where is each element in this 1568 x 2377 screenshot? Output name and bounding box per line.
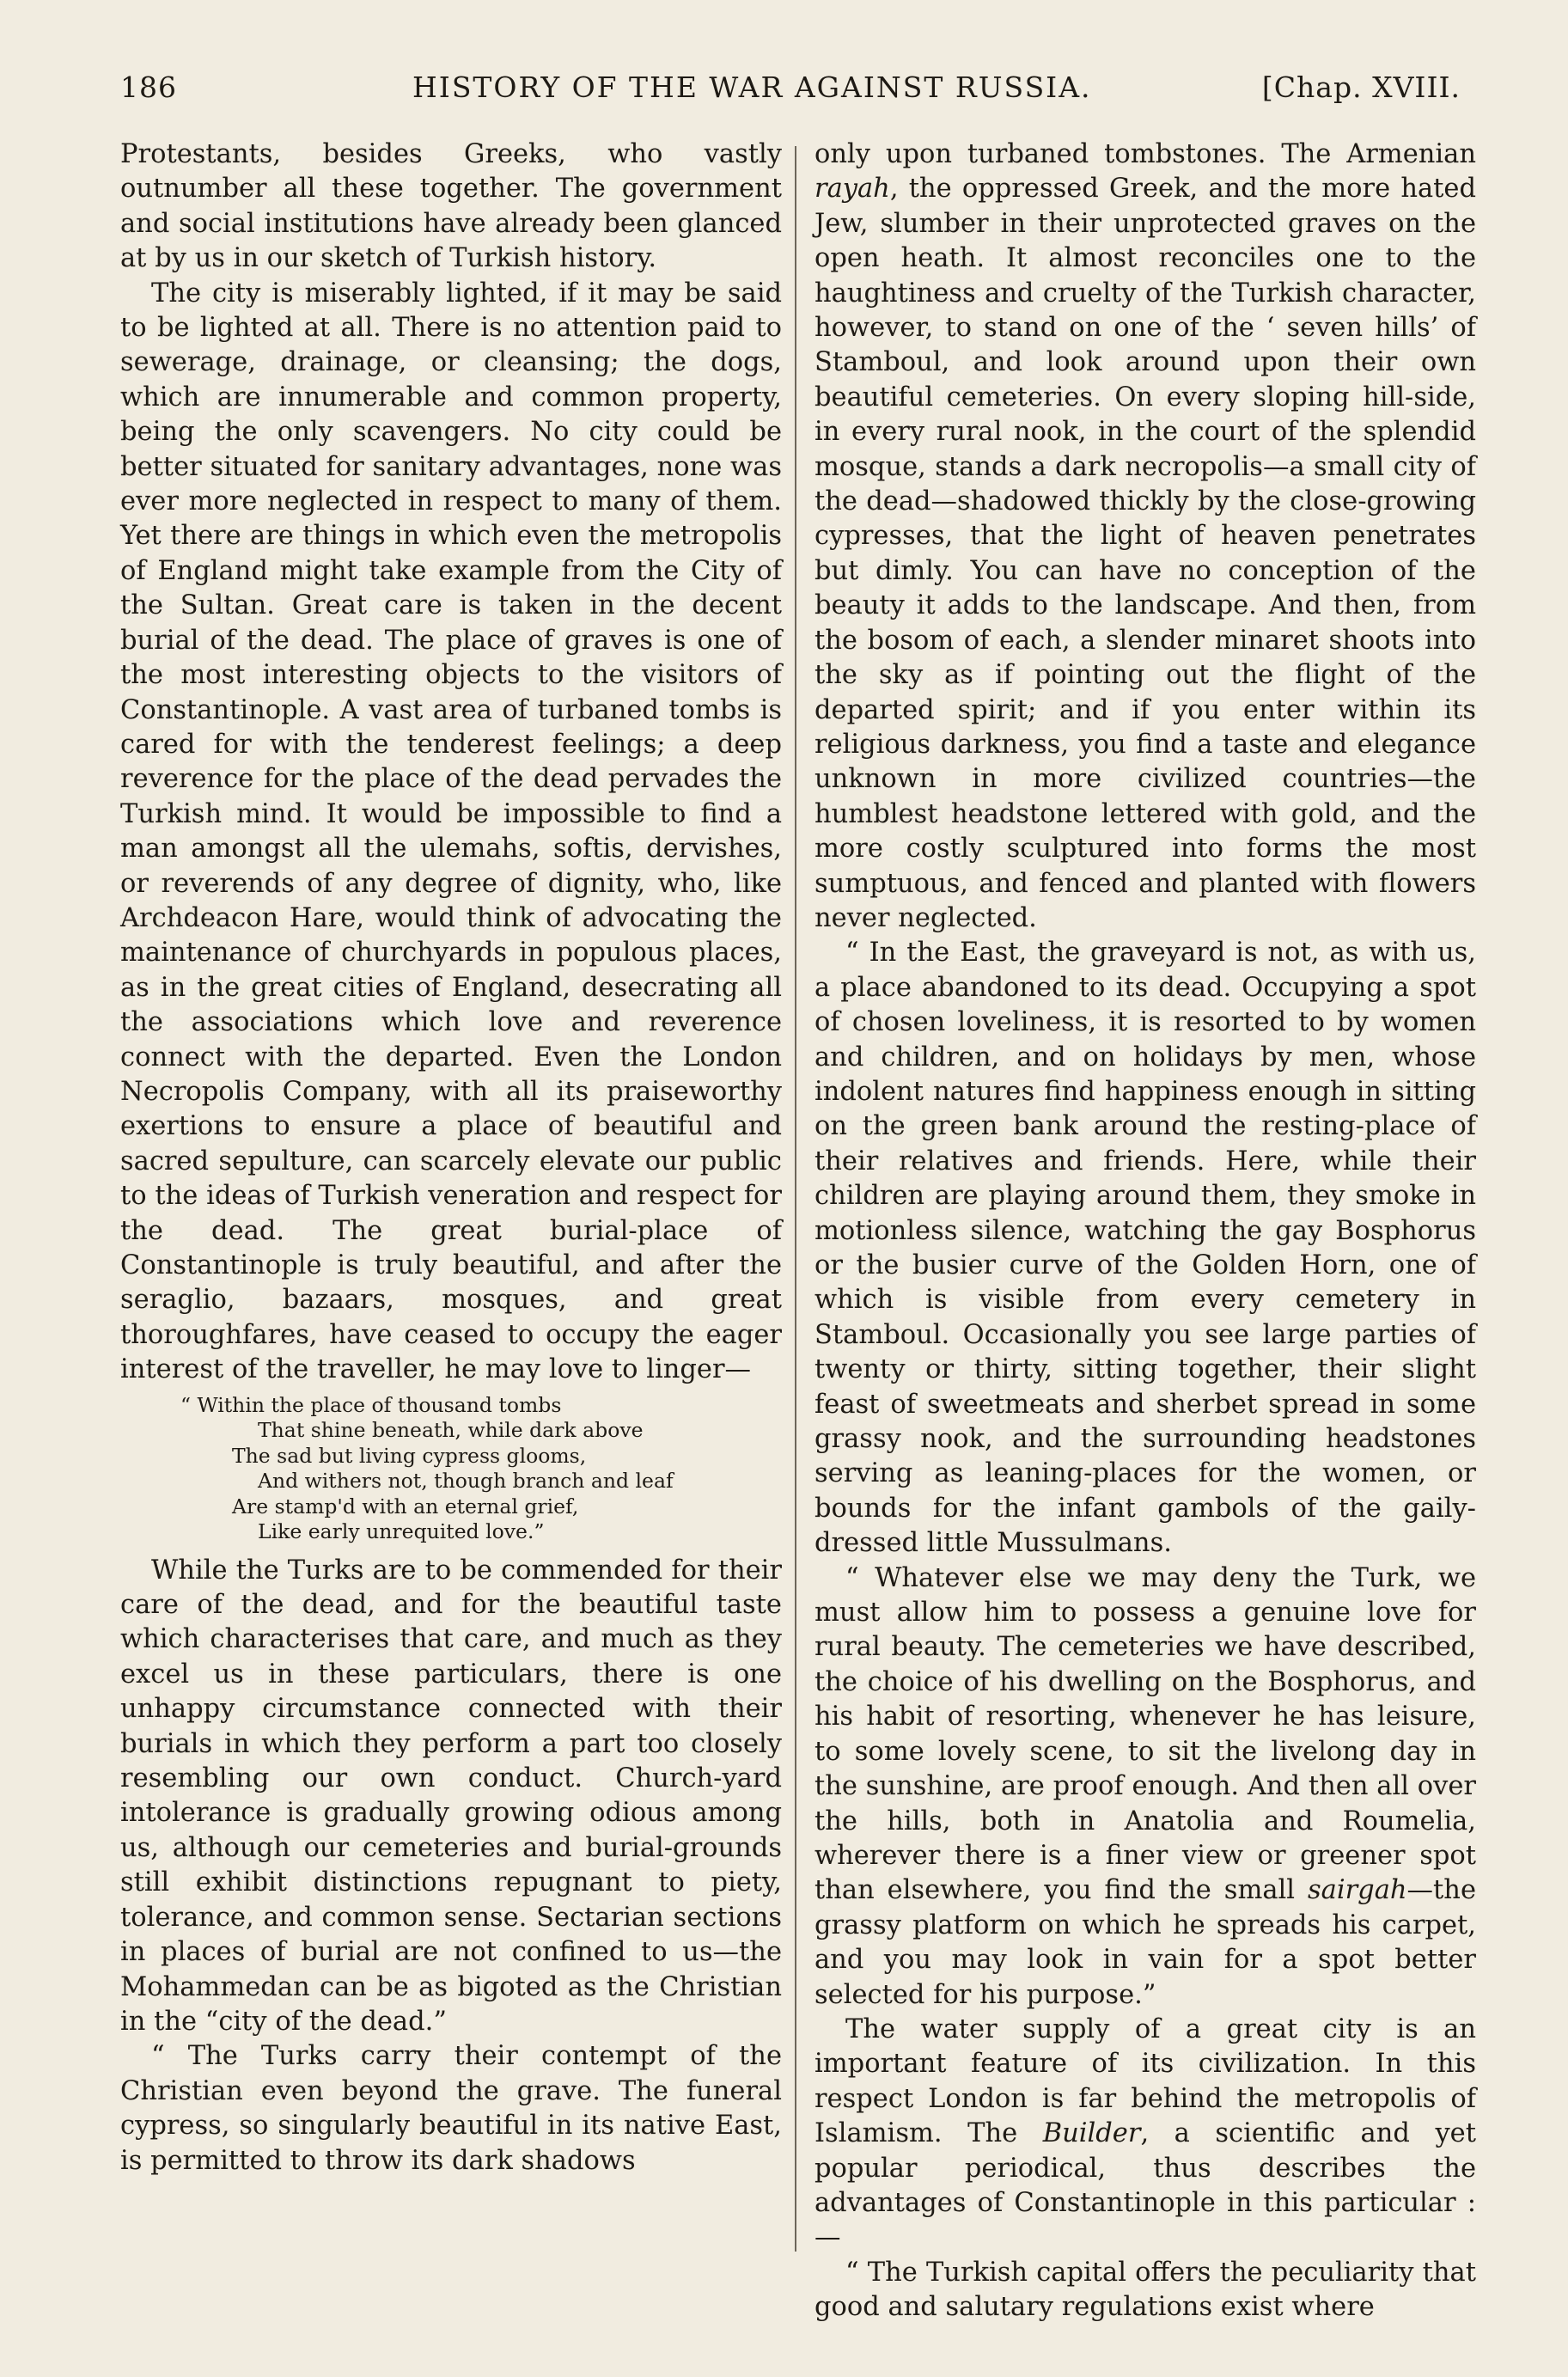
paragraph bbox=[815, 137, 1476, 936]
italic-term: rayah bbox=[815, 174, 890, 205]
poem-line: That shine beneath, while dark above bbox=[258, 1418, 644, 1443]
column-divider bbox=[795, 146, 796, 2252]
right-column bbox=[815, 137, 1476, 2325]
text-run: , a scientific and yet popular periodical, thus describes the advantages of Constantinople in this particular :— bbox=[815, 2118, 1476, 2253]
paragraph: “ The Turkish capital offers the peculiarity that good and salutary regulations exist where bbox=[815, 2257, 1476, 2323]
text-run: —the grassy platform on which he spreads his carpet, and you may look in vain for a spot better selected for his purpose.” bbox=[815, 1875, 1476, 2010]
poem-line: The sad but living cypress glooms, bbox=[232, 1443, 587, 1468]
paragraph: While the Turks are to be commended for their care of the dead, and for the beautiful taste which characterises that care, and much as they excel us in these particulars, there is one unhappy circumstance connected with their burials in which they perform a part too closely resembling our own conduct. Church-yard intolerance is gradually growing odious among us, although our cemeteries and burial-grounds still exhibit distinctions repugnant to piety, tolerance, and common sense. Sectarian sections in places of burial are not confined to us—the Mohammedan can be as bigoted as the Christian in the “city of the dead.” bbox=[120, 1555, 782, 2037]
text-run: , the oppressed Greek, and the more hated Jew, slumber in their unprotected graves on the open heath. It almost reconciles one to the haughtiness and cruelty of the Turkish character, however, to stand on one of the ‘ seven hills’ of Stamboul, and look around upon their own beautiful cemeteries. On every sloping hill-side, in every rural nook, in the court of the splendid mosque, stands a dark necropolis—a small city of the dead—shadowed thickly by the close-growing cypresses, that the light of heaven penetrates but dimly. You can have no conception of the beauty it adds to the landscape. And then, from the bosom of each, a slender minaret shoots into the sky as if pointing out the flight of the departed spirit; and if you enter within its religious darkness, you find a taste and elegance unknown in more civilized countries—the humblest headstone lettered with gold, and the more costly sculptured into forms the most sumptuous, and fenced and planted with flowers never neglected. bbox=[815, 174, 1476, 933]
page-number: 186 bbox=[120, 70, 177, 104]
poem-quote bbox=[120, 1393, 782, 1545]
paragraph: “ In the East, the graveyard is not, as with us, a place abandoned to its dead. Occupying a spot of chosen loveliness, it is resorted to by women and children, and on holidays by men, whose indolent natures find happiness enough in sitting on the green bank around the resting-place of their relatives and friends. Here, while their children are playing around them, they smoke in motionless silence, watching the gay Bosphorus or the busier curve of the Golden Horn, one of which is visible from every cemetery in Stamboul. Occasionally you see large parties of twenty or thirty, sitting together, their slight feast of sweetmeats and sherbet spread in some grassy nook, and the surrounding headstones serving as leaning-places for the women, or bounds for the infant gambols of the gaily-dressed little Mussulmans. bbox=[815, 938, 1476, 1559]
running-title: HISTORY OF THE WAR AGAINST RUSSIA. bbox=[412, 70, 1092, 104]
italic-term: Builder bbox=[1042, 2118, 1141, 2149]
paragraph: The city is miserably lighted, if it may be said to be lighted at all. There is no attention paid to sewerage, drainage, or cleansing; the dogs, which are innumerable and common property, being the only scavengers. No city could be better situated for sanitary advantages, none was ever more neglected in respect to many of them. Yet there are things in which even the metropolis of England might take example from the City of the Sultan. Great care is taken in the decent burial of the dead. The place of graves is one of the most interesting objects to the visitors of Constantinople. A vast area of turbaned tombs is cared for with the tenderest feelings; a deep reverence for the place of the dead pervades the Turkish mind. It would be impossible to find a man amongst all the ulemahs, softis, dervishes, or reverends of any degree of dignity, who, like Archdeacon Hare, would think of advocating the maintenance of churchyards in populous places, as in the great cities of England, desecrating all the associations which love and reverence connect with the departed. Even the London Necropolis Company, with all its praiseworthy exertions to ensure a place of beautiful and sacred sepulture, can scarcely elevate our public to the ideas of Turkish veneration and respect for the dead. The great burial-place of Constantinople is truly beautiful, and after the seraglio, bazaars, mosques, and great thoroughfares, have ceased to occupy the eager interest of the traveller, he may love to linger— bbox=[120, 278, 782, 1385]
paragraph bbox=[815, 1561, 1476, 2013]
text-run: “ Whatever else we may deny the Turk, we must allow him to possess a genuine love for rural beauty. The cemeteries we have described, the choice of his dwelling on the Bosphorus, and his habit of resorting, whenever he has leisure, to some lovely scene, to sit the livelong day in the sunshine, are proof enough. And then all over the hills, both in Anatolia and Roumelia, wherever there is a finer view or greener spot than elsewhere, you find the small bbox=[815, 1562, 1476, 1906]
running-header bbox=[120, 70, 1461, 122]
paragraph: Protestants, besides Greeks, who vastly outnumber all these together. The government and social institutions have already been glanced at by us in our sketch of Turkish history. bbox=[120, 139, 782, 274]
text-run: only upon turbaned tombstones. The Armenian bbox=[815, 139, 1476, 169]
poem-line: And withers not, though branch and leaf bbox=[258, 1469, 674, 1494]
poem-line: Like early unrequited love.” bbox=[258, 1519, 545, 1544]
left-column bbox=[120, 137, 782, 2178]
poem-line: Are stamp'd with an eternal grief, bbox=[232, 1494, 579, 1518]
paragraph: “ The Turks carry their contempt of the Christian even beyond the grave. The funeral cypress, so singularly beautiful in its native East, is permitted to throw its dark shadows bbox=[120, 2041, 782, 2176]
chapter-label: [Chap. XVIII. bbox=[1261, 70, 1461, 104]
poem-line: “ Within the place of thousand tombs bbox=[180, 1392, 562, 1417]
text-run: The water supply of a great city is an important feature of its civilization. In this respect London is far behind the metropolis of Islamism. The bbox=[815, 2013, 1476, 2149]
italic-term: sairgah bbox=[1308, 1875, 1407, 1906]
paragraph bbox=[815, 2013, 1476, 2256]
